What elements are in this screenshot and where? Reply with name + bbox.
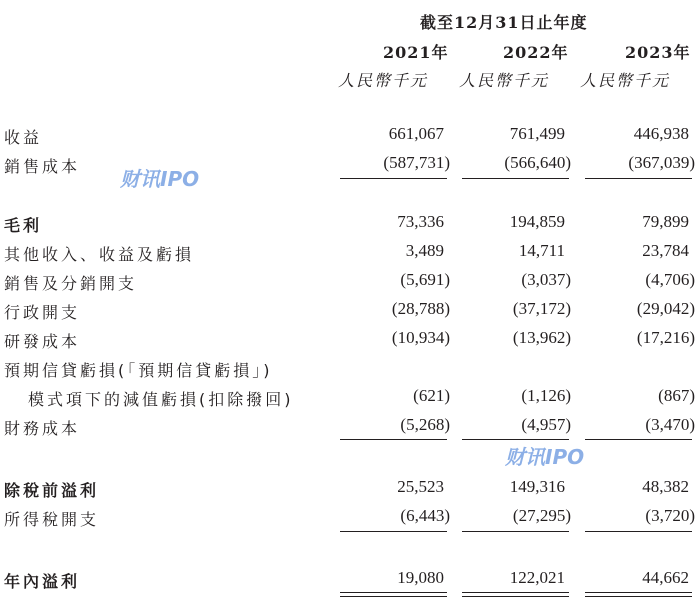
- gross-profit-2022: 194,859: [509, 212, 565, 231]
- other-income-2023: 23,784: [642, 241, 689, 260]
- year-header-2023: 2023年: [625, 43, 691, 62]
- row-label-income-tax: 所得稅開支: [4, 510, 100, 529]
- row-label-rnd-costs: 研發成本: [4, 332, 81, 351]
- cost-of-sales-2021: (587,731): [383, 153, 450, 172]
- gross-profit-2021: 73,336: [397, 212, 444, 231]
- total-rule-2021-lower: [340, 596, 447, 597]
- profit-before-tax-2023: 48,382: [642, 477, 689, 496]
- row-label-impairment-losses: 模式項下的減值虧損(扣除撥回): [28, 390, 294, 409]
- finance-costs-2021: (5,268): [400, 415, 450, 434]
- rnd-costs-2021: (10,934): [391, 328, 450, 347]
- profit-before-tax-2021: 25,523: [397, 477, 444, 496]
- row-label-profit-before-tax: 除稅前溢利: [4, 481, 100, 500]
- selling-expenses-2022: (3,037): [521, 270, 571, 289]
- admin-expenses-2021: (28,788): [391, 299, 450, 318]
- profit-for-year-2022: 122,021: [509, 568, 565, 587]
- income-tax-2021: (6,443): [400, 506, 450, 525]
- year-header-2022: 2022年: [503, 43, 569, 62]
- unit-label-2023: 人民幣千元: [580, 71, 671, 90]
- rnd-costs-2023: (17,216): [636, 328, 695, 347]
- row-label-ecl-heading: 預期信貸虧損(「預期信貸虧損」): [4, 361, 273, 380]
- row-label-other-income: 其他收入、收益及虧損: [4, 245, 195, 264]
- selling-expenses-2021: (5,691): [400, 270, 450, 289]
- profit-for-year-2023: 44,662: [642, 568, 689, 587]
- total-rule-2021-upper: [340, 592, 447, 593]
- unit-label-2021: 人民幣千元: [338, 71, 429, 90]
- row-label-gross-profit: 毛利: [4, 216, 43, 235]
- subtotal-rule-2023-c: [585, 531, 692, 532]
- revenue-2023: 446,938: [633, 124, 689, 143]
- row-label-cost-of-sales: 銷售成本: [4, 157, 81, 176]
- total-rule-2023-upper: [585, 592, 692, 593]
- row-label-revenue: 收益: [4, 128, 43, 147]
- subtotal-rule-2023-b: [585, 439, 692, 440]
- finance-costs-2022: (4,957): [521, 415, 571, 434]
- row-label-finance-costs: 財務成本: [4, 419, 81, 438]
- finance-costs-2023: (3,470): [645, 415, 695, 434]
- other-income-2022: 14,711: [518, 241, 565, 260]
- total-rule-2022-upper: [462, 592, 569, 593]
- cost-of-sales-2022: (566,640): [504, 153, 571, 172]
- rnd-costs-2022: (13,962): [512, 328, 571, 347]
- other-income-2021: 3,489: [405, 241, 444, 260]
- period-header: 截至12月31日止年度: [420, 13, 588, 32]
- total-rule-2022-lower: [462, 596, 569, 597]
- selling-expenses-2023: (4,706): [645, 270, 695, 289]
- admin-expenses-2022: (37,172): [512, 299, 571, 318]
- impairment-losses-2022: (1,126): [521, 386, 571, 405]
- row-label-selling-expenses: 銷售及分銷開支: [4, 274, 138, 293]
- profit-before-tax-2022: 149,316: [509, 477, 565, 496]
- total-rule-2023-lower: [585, 596, 692, 597]
- subtotal-rule-2021: [340, 178, 447, 179]
- gross-profit-2023: 79,899: [642, 212, 689, 231]
- revenue-2022: 761,499: [509, 124, 565, 143]
- row-label-admin-expenses: 行政開支: [4, 303, 81, 322]
- cost-of-sales-2023: (367,039): [628, 153, 695, 172]
- impairment-losses-2021: (621): [413, 386, 450, 405]
- subtotal-rule-2022-c: [462, 531, 569, 532]
- unit-label-2022: 人民幣千元: [459, 71, 550, 90]
- subtotal-rule-2022: [462, 178, 569, 179]
- subtotal-rule-2022-b: [462, 439, 569, 440]
- income-tax-2022: (27,295): [512, 506, 571, 525]
- year-header-2021: 2021年: [383, 43, 449, 62]
- revenue-2021: 661,067: [388, 124, 444, 143]
- impairment-losses-2023: (867): [658, 386, 695, 405]
- admin-expenses-2023: (29,042): [636, 299, 695, 318]
- watermark-logo: 财讯IPO: [120, 167, 200, 191]
- subtotal-rule-2021-c: [340, 531, 447, 532]
- row-label-profit-for-year: 年內溢利: [4, 572, 81, 591]
- profit-for-year-2021: 19,080: [397, 568, 444, 587]
- watermark-logo-2: 财讯IPO: [505, 445, 585, 469]
- income-tax-2023: (3,720): [645, 506, 695, 525]
- subtotal-rule-2021-b: [340, 439, 447, 440]
- subtotal-rule-2023: [585, 178, 692, 179]
